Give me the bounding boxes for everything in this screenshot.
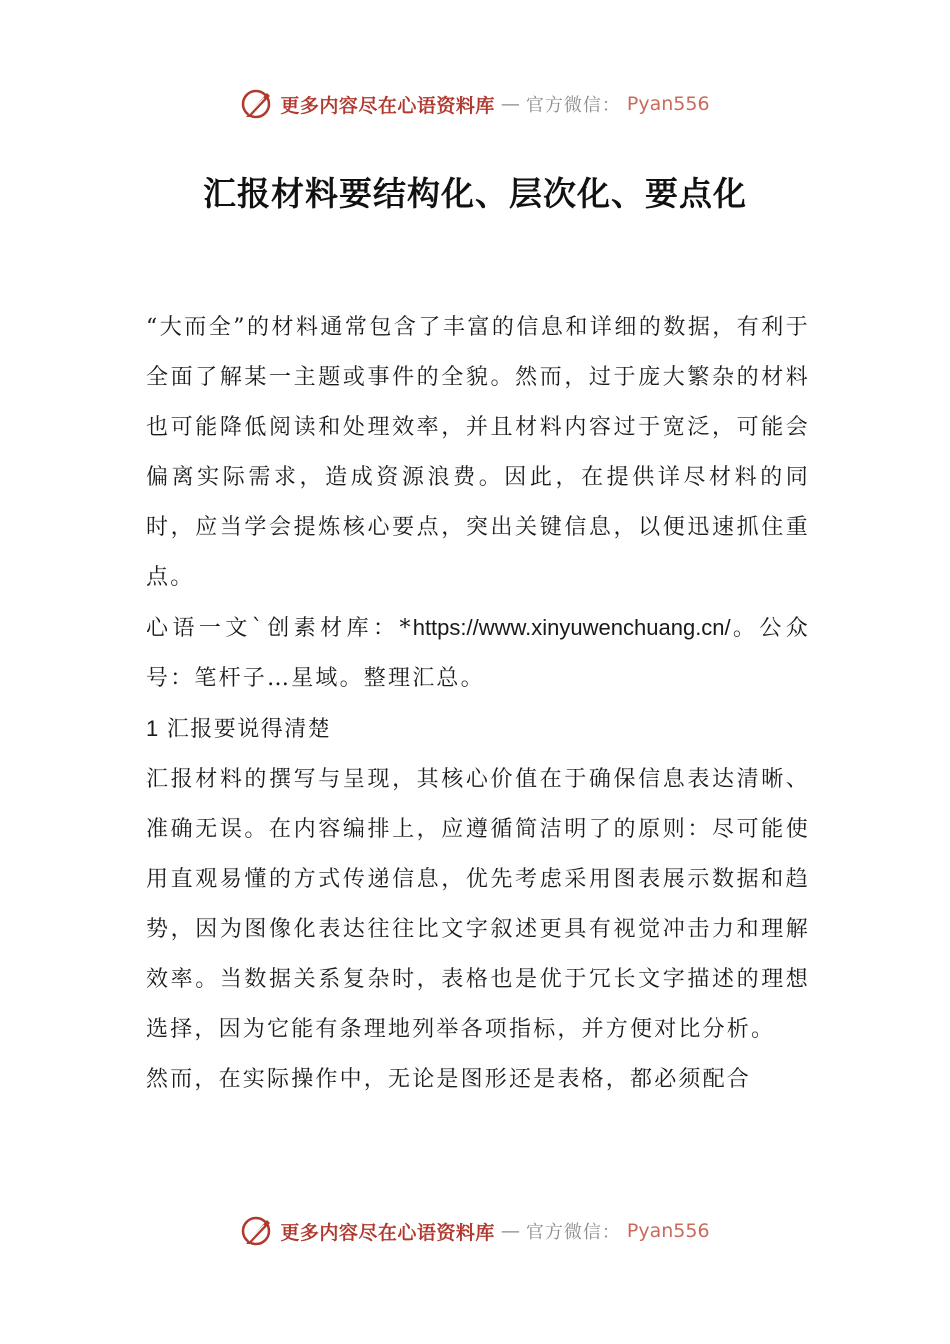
section-number: 1 (146, 716, 159, 741)
watermark-wechat-id: Pyan556 (626, 1220, 710, 1242)
paragraph-source (146, 603, 810, 704)
paragraph-however: 然而，在实际操作中，无论是图形还是表格，都必须配合 (146, 1067, 752, 1092)
document-body (146, 303, 810, 1105)
source-prefix: 心语一文`创素材库：* (146, 616, 413, 641)
quill-logo-icon (240, 1214, 274, 1248)
section-title: 汇报要说得清楚 (166, 717, 332, 742)
source-suffix: 。公众号：笔杆子…星域。整理汇总。 (146, 616, 811, 691)
watermark-dash: — (500, 93, 520, 115)
source-url: https://www.xinyuwenchuang.cn/ (412, 615, 731, 640)
watermark-wechat-label: 官方微信： (525, 95, 621, 116)
watermark-wechat-label: 官方微信： (525, 1222, 621, 1243)
paragraph-intro: “大而全”的材料通常包含了丰富的信息和详细的数据，有利于全面了解某一主题或事件的全貌。然而，过于庞大繁杂的材料也可能降低阅读和处理效率，并且材料内容过于宽泛，可能会偏离实际需求，造成资源浪费。因此，在提供详尽材料的同时，应当学会提炼核心要点，突出关键信息，以便迅速抓住重点。 (146, 315, 810, 590)
header-watermark (0, 82, 950, 126)
section-heading-1 (146, 704, 810, 755)
paragraph-clarity: 汇报材料的撰写与呈现，其核心价值在于确保信息表达清晰、准确无误。在内容编排上，应遵循简洁明了的原则：尽可能使用直观易懂的方式传递信息，优先考虑采用图表展示数据和趋势，因为图像化表达往往比文字叙述更具有视觉冲击力和理解效率。当数据关系复杂时，表格也是优于冗长文字描述的理想选择，因为它能有条理地列举各项指标，并方便对比分析。 (146, 767, 810, 1042)
watermark-wechat-id: Pyan556 (626, 93, 710, 115)
quill-logo-icon (240, 87, 274, 121)
watermark-library-text: 更多内容尽在心语资料库 (280, 1221, 495, 1244)
watermark-library-text: 更多内容尽在心语资料库 (280, 94, 495, 117)
footer-watermark (0, 1209, 950, 1253)
document-title: 汇报材料要结构化、层次化、要点化 (203, 174, 747, 213)
watermark-dash: — (500, 1220, 520, 1242)
